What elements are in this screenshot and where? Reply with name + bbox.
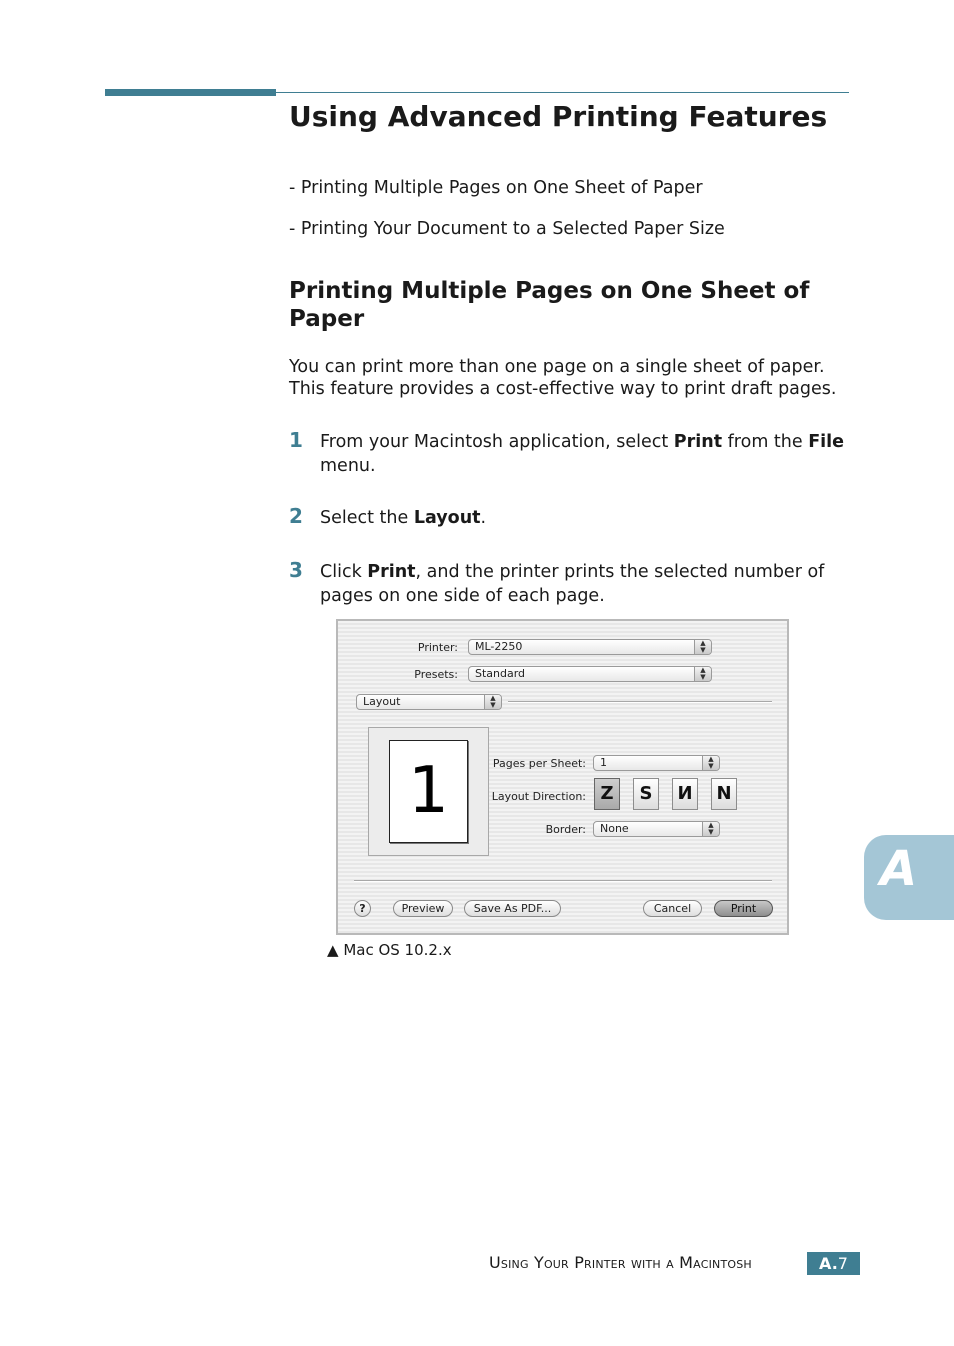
intro-paragraph (289, 356, 859, 400)
toc-item-multiple-pages: - Printing Multiple Pages on One Sheet of Paper (289, 178, 703, 198)
step3-text-c: pages on one side of each page. (320, 586, 605, 606)
intro-line2: This feature provides a cost-effective way to print draft pages. (289, 379, 837, 399)
section-heading-line2: Paper (289, 306, 365, 332)
cancel-button[interactable]: Cancel (643, 900, 702, 917)
step1-text-c: menu. (320, 456, 376, 476)
presets-value: Standard (475, 667, 526, 680)
step-text-1 (320, 430, 860, 478)
pages-per-sheet-label: Pages per Sheet: (492, 757, 586, 770)
page-title: Using Advanced Printing Features (289, 100, 828, 133)
step-number-1: 1 (289, 428, 303, 452)
intro-line1: You can print more than one page on a single sheet of paper. (289, 357, 825, 377)
preview-page: 1 (389, 740, 468, 843)
save-as-pdf-button[interactable]: Save As PDF... (464, 900, 561, 917)
step-text-2 (320, 506, 860, 530)
layout-direction-z-icon[interactable]: Z (594, 778, 620, 810)
popup-arrows-icon: ▲ ▼ (694, 667, 711, 681)
presets-popup[interactable] (468, 666, 712, 682)
bottom-separator (354, 880, 772, 882)
step1-bold-file: File (808, 432, 845, 452)
popup-arrows-icon: ▲ ▼ (702, 822, 719, 836)
border-popup[interactable] (593, 821, 720, 837)
layout-direction-reverse-n-icon[interactable]: И (672, 778, 698, 810)
step2-text-b: . (480, 508, 487, 528)
step2-text-a: Select the (320, 508, 414, 528)
step3-text-a: Click (320, 562, 368, 582)
panel-value: Layout (363, 695, 401, 708)
step1-bold-print: Print (673, 432, 723, 452)
step1-text-b: from the (722, 432, 809, 452)
figure-caption (327, 941, 452, 959)
page-number: 7 (837, 1254, 848, 1273)
popup-arrows-icon: ▲ ▼ (694, 640, 711, 654)
printer-value: ML-2250 (475, 640, 523, 653)
caption-text: Mac OS 10.2.x (338, 941, 452, 959)
header-rule-thin (276, 92, 849, 93)
preview-button[interactable]: Preview (393, 900, 453, 917)
pages-per-sheet-value: 1 (600, 756, 607, 769)
step-text-3 (320, 560, 860, 608)
section-heading (289, 277, 849, 333)
popup-arrows-icon: ▲ ▼ (702, 756, 719, 770)
print-dialog (336, 619, 789, 935)
layout-direction-n-icon[interactable]: N (711, 778, 737, 810)
step3-text-b: , and the printer prints the selected number of (415, 562, 825, 582)
header-rule-thick (105, 89, 276, 96)
popup-arrows-icon: ▲ ▼ (484, 695, 501, 709)
printer-label: Printer: (417, 641, 458, 654)
footer-running-title: Using Your Printer with a Macintosh (489, 1253, 752, 1272)
toc-item-paper-size: - Printing Your Document to a Selected Paper Size (289, 219, 725, 239)
page-chapter: A. (819, 1254, 838, 1273)
caption-marker-icon: ▲ (327, 941, 339, 959)
presets-label: Presets: (414, 668, 458, 681)
print-button[interactable]: Print (714, 900, 773, 917)
printer-popup[interactable] (468, 639, 712, 655)
panel-separator (508, 701, 772, 703)
layout-direction-label: Layout Direction: (491, 790, 586, 803)
layout-direction-s-icon[interactable]: S (633, 778, 659, 810)
chapter-tab (864, 835, 954, 920)
step-number-3: 3 (289, 558, 303, 582)
step3-bold-print: Print (367, 562, 416, 582)
page-number-badge (807, 1252, 860, 1275)
help-button[interactable]: ? (354, 900, 371, 917)
layout-preview (368, 727, 489, 856)
step2-bold-layout: Layout (413, 508, 481, 528)
section-heading-line1: Printing Multiple Pages on One Sheet of (289, 278, 810, 304)
border-label: Border: (545, 823, 586, 836)
step-number-2: 2 (289, 504, 303, 528)
chapter-tab-letter: A (880, 841, 918, 897)
step1-text-a: From your Macintosh application, select (320, 432, 674, 452)
pages-per-sheet-popup[interactable] (593, 755, 720, 771)
panel-popup[interactable] (356, 694, 502, 710)
border-value: None (600, 822, 629, 835)
